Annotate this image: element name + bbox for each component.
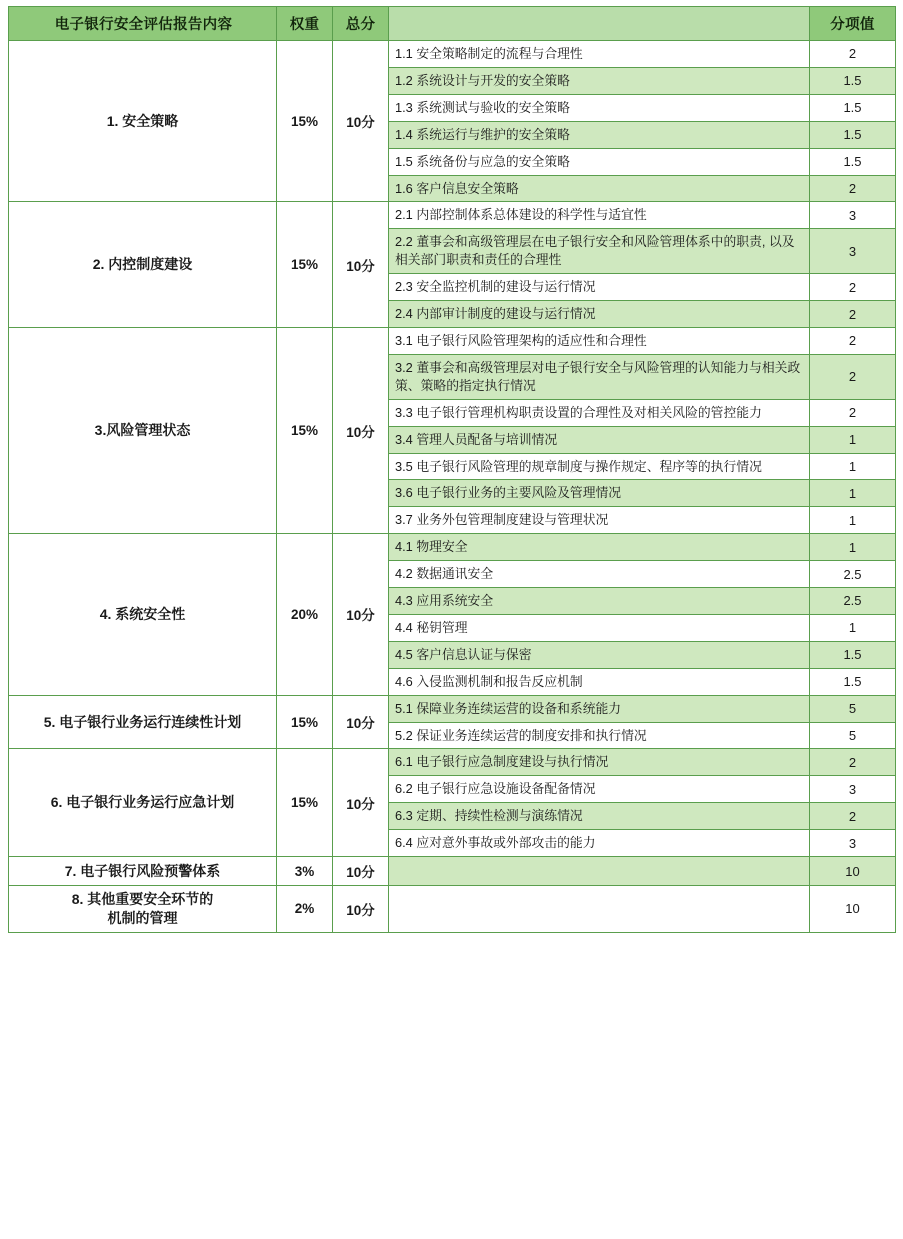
table-row	[9, 41, 896, 68]
section-total-cell: 10分	[333, 202, 389, 328]
item-score-cell: 2	[810, 749, 896, 776]
section-name-cell: 1. 安全策略	[9, 41, 277, 202]
section-weight-cell: 15%	[277, 202, 333, 328]
item-label-cell: 6.4 应对意外事故或外部攻击的能力	[389, 830, 810, 857]
item-label-cell: 2.2 董事会和高级管理层在电子银行安全和风险管理体系中的职责, 以及相关部门职责和责任的合理性	[389, 229, 810, 274]
item-score-cell: 1.5	[810, 668, 896, 695]
section-total-cell: 10分	[333, 886, 389, 933]
item-label-cell: 3.2 董事会和高级管理层对电子银行安全与风险管理的认知能力与相关政策、策略的指定执行情况	[389, 354, 810, 399]
item-label-cell: 4.6 入侵监测机制和报告反应机制	[389, 668, 810, 695]
section-total-cell: 10分	[333, 695, 389, 749]
item-score-cell: 10	[810, 857, 896, 886]
table-row	[9, 534, 896, 561]
section-total-cell: 10分	[333, 749, 389, 857]
item-label-cell: 2.4 内部审计制度的建设与运行情况	[389, 301, 810, 328]
item-label-cell: 3.3 电子银行管理机构职责设置的合理性及对相关风险的管控能力	[389, 399, 810, 426]
item-label-cell: 4.3 应用系统安全	[389, 588, 810, 615]
item-label-cell: 1.4 系统运行与维护的安全策略	[389, 121, 810, 148]
section-name-cell: 4. 系统安全性	[9, 534, 277, 695]
item-score-cell: 2	[810, 274, 896, 301]
section-weight-cell: 15%	[277, 41, 333, 202]
section-name-line: 8. 其他重要安全环节的	[71, 891, 214, 908]
section-total-cell: 10分	[333, 41, 389, 202]
item-score-cell: 2	[810, 803, 896, 830]
item-label-cell: 6.3 定期、持续性检测与演练情况	[389, 803, 810, 830]
table-body	[9, 41, 896, 933]
header-score: 分项值	[810, 7, 896, 41]
section-weight-cell: 2%	[277, 886, 333, 933]
section-weight-cell: 3%	[277, 857, 333, 886]
table-row	[9, 695, 896, 722]
item-label-cell: 1.3 系统测试与验收的安全策略	[389, 94, 810, 121]
item-score-cell: 1	[810, 453, 896, 480]
item-score-cell: 3	[810, 776, 896, 803]
section-name-line: 机制的管理	[107, 909, 178, 926]
item-label-cell: 4.2 数据通讯安全	[389, 561, 810, 588]
item-score-cell: 2.5	[810, 588, 896, 615]
table-row	[9, 749, 896, 776]
item-label-cell: 3.4 管理人员配备与培训情况	[389, 426, 810, 453]
section-total-cell: 10分	[333, 857, 389, 886]
item-score-cell: 1.5	[810, 641, 896, 668]
item-score-cell: 2.5	[810, 561, 896, 588]
item-label-cell: 3.6 电子银行业务的主要风险及管理情况	[389, 480, 810, 507]
item-score-cell: 2	[810, 41, 896, 68]
section-name-cell: 2. 内控制度建设	[9, 202, 277, 328]
item-label-cell: 4.4 秘钥管理	[389, 614, 810, 641]
item-score-cell: 10	[810, 886, 896, 933]
item-score-cell: 1	[810, 534, 896, 561]
item-score-cell: 2	[810, 175, 896, 202]
section-name-cell: 7. 电子银行风险预警体系	[9, 857, 277, 886]
section-weight-cell: 15%	[277, 327, 333, 533]
item-label-cell	[389, 857, 810, 886]
section-total-cell: 10分	[333, 327, 389, 533]
item-label-cell: 2.3 安全监控机制的建设与运行情况	[389, 274, 810, 301]
item-label-cell: 1.2 系统设计与开发的安全策略	[389, 67, 810, 94]
item-score-cell: 1.5	[810, 148, 896, 175]
item-label-cell: 5.1 保障业务连续运营的设备和系统能力	[389, 695, 810, 722]
table-header-row	[9, 7, 896, 41]
item-label-cell: 3.1 电子银行风险管理架构的适应性和合理性	[389, 327, 810, 354]
section-total-cell: 10分	[333, 534, 389, 695]
item-score-cell: 1.5	[810, 67, 896, 94]
section-name-cell: 5. 电子银行业务运行连续性计划	[9, 695, 277, 749]
section-weight-cell: 15%	[277, 749, 333, 857]
item-score-cell: 1.5	[810, 94, 896, 121]
item-label-cell: 6.2 电子银行应急设施设备配备情况	[389, 776, 810, 803]
security-assessment-score-table	[8, 6, 896, 933]
item-label-cell: 6.1 电子银行应急制度建设与执行情况	[389, 749, 810, 776]
item-label-cell: 3.5 电子银行风险管理的规章制度与操作规定、程序等的执行情况	[389, 453, 810, 480]
item-label-cell	[389, 886, 810, 933]
item-score-cell: 5	[810, 722, 896, 749]
item-label-cell: 4.1 物理安全	[389, 534, 810, 561]
table-header	[9, 7, 896, 41]
item-label-cell: 1.1 安全策略制定的流程与合理性	[389, 41, 810, 68]
item-score-cell: 2	[810, 399, 896, 426]
item-label-cell: 2.1 内部控制体系总体建设的科学性与适宜性	[389, 202, 810, 229]
item-score-cell: 2	[810, 327, 896, 354]
header-blank	[389, 7, 810, 41]
item-score-cell: 1	[810, 426, 896, 453]
item-label-cell: 5.2 保证业务连续运营的制度安排和执行情况	[389, 722, 810, 749]
item-score-cell: 1	[810, 480, 896, 507]
item-score-cell: 3	[810, 202, 896, 229]
item-label-cell: 4.5 客户信息认证与保密	[389, 641, 810, 668]
item-score-cell: 1.5	[810, 121, 896, 148]
item-score-cell: 3	[810, 229, 896, 274]
item-score-cell: 1	[810, 614, 896, 641]
section-name-cell: 6. 电子银行业务运行应急计划	[9, 749, 277, 857]
header-total: 总分	[333, 7, 389, 41]
item-score-cell: 2	[810, 301, 896, 328]
item-score-cell: 1	[810, 507, 896, 534]
section-name-cell	[9, 886, 277, 933]
header-content: 电子银行安全评估报告内容	[9, 7, 277, 41]
item-score-cell: 3	[810, 830, 896, 857]
table-row	[9, 886, 896, 933]
item-label-cell: 1.5 系统备份与应急的安全策略	[389, 148, 810, 175]
item-label-cell: 3.7 业务外包管理制度建设与管理状况	[389, 507, 810, 534]
header-weight: 权重	[277, 7, 333, 41]
item-label-cell: 1.6 客户信息安全策略	[389, 175, 810, 202]
section-name-cell: 3.风险管理状态	[9, 327, 277, 533]
table-row	[9, 202, 896, 229]
section-weight-cell: 15%	[277, 695, 333, 749]
section-weight-cell: 20%	[277, 534, 333, 695]
item-score-cell: 5	[810, 695, 896, 722]
table-row	[9, 857, 896, 886]
table-row	[9, 327, 896, 354]
item-score-cell: 2	[810, 354, 896, 399]
